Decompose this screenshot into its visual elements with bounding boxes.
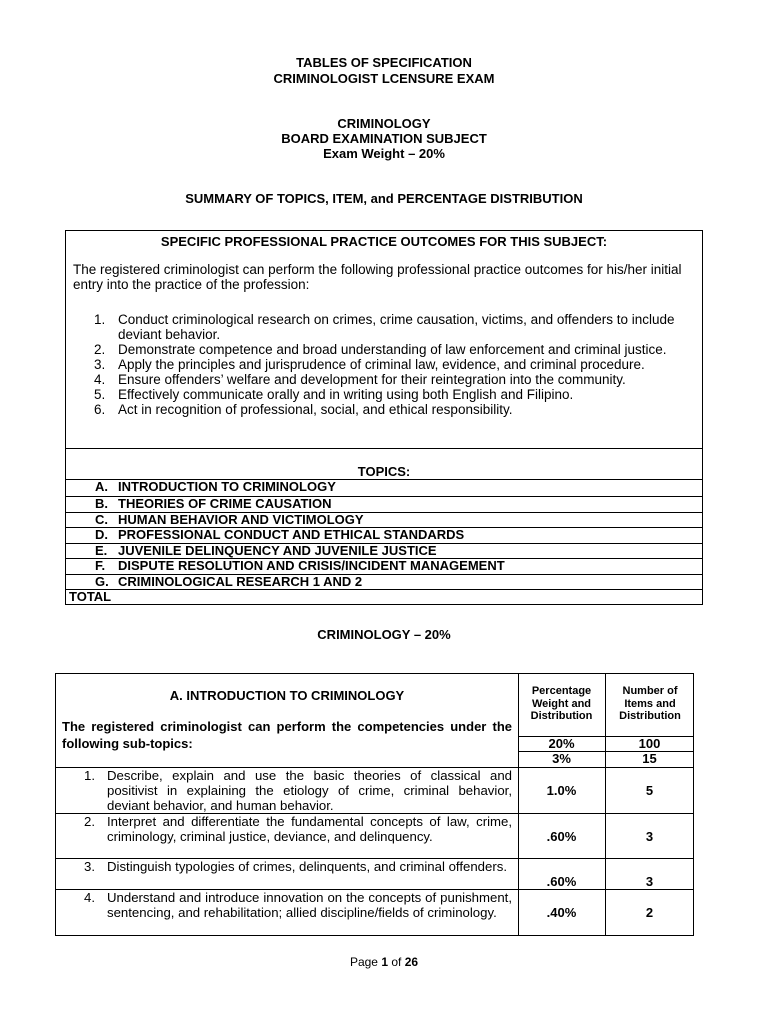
- competency-topic-title: A. INTRODUCTION TO CRIMINOLOGY: [169, 688, 405, 703]
- page-footer: [0, 955, 768, 969]
- competency-number: 2.: [84, 814, 95, 829]
- topic-letter: E.: [95, 543, 108, 558]
- outcome-text: Conduct criminological research on crimes, crime causation, victims, and offenders to include deviant behavior.: [118, 312, 675, 342]
- outcome-number: 5.: [94, 387, 106, 402]
- topic-pct: 3%: [552, 751, 571, 766]
- topic-title: CRIMINOLOGICAL RESEARCH 1 AND 2: [118, 574, 363, 589]
- competency-number: 4.: [84, 890, 95, 905]
- topic-letter: A.: [95, 479, 108, 494]
- exam-weight: Exam Weight – 20%: [323, 146, 445, 161]
- subject-pct: 20%: [548, 736, 575, 751]
- subject-type: BOARD EXAMINATION SUBJECT: [281, 131, 487, 146]
- outcome-number: 3.: [94, 357, 106, 372]
- topic-title: PROFESSIONAL CONDUCT AND ETHICAL STANDARDS: [118, 527, 465, 542]
- outcomes-title: SPECIFIC PROFESSIONAL PRACTICE OUTCOMES FOR THIS SUBJECT:: [160, 234, 608, 249]
- outcome-item: [66, 402, 696, 417]
- topic-title: INTRODUCTION TO CRIMINOLOGY: [118, 479, 336, 494]
- page-total: 26: [404, 955, 419, 969]
- page-number: 1: [381, 955, 388, 969]
- competency-intro: The registered criminologist can perform the competencies under the following sub-topics:: [62, 719, 512, 751]
- topic-title: HUMAN BEHAVIOR AND VICTIMOLOGY: [118, 512, 364, 527]
- competency-number: 3.: [84, 859, 95, 874]
- topics-heading: TOPICS:: [357, 464, 411, 479]
- summary-title: SUMMARY OF TOPICS, ITEM, and PERCENTAGE DISTRIBUTION: [185, 191, 583, 206]
- column-divider: [605, 674, 606, 935]
- outcome-text: Demonstrate competence and broad understanding of law enforcement and criminal justice.: [118, 342, 667, 357]
- total-label: TOTAL: [69, 589, 112, 604]
- outcome-item: [66, 387, 696, 402]
- subject-items: 100: [638, 736, 661, 751]
- competency-items: 3: [645, 874, 654, 889]
- outcome-item: [66, 357, 696, 372]
- outcome-number: 6.: [94, 402, 106, 417]
- row-divider: [66, 448, 702, 449]
- topic-letter: G.: [95, 574, 109, 589]
- competency-pct: .60%: [546, 829, 577, 844]
- outcome-text: Effectively communicate orally and in writing using both English and Filipino.: [118, 387, 574, 402]
- topic-letter: F.: [95, 558, 106, 573]
- outcome-number: 4.: [94, 372, 106, 387]
- competency-pct: .40%: [546, 905, 577, 920]
- outcome-text: Apply the principles and jurisprudence of criminal law, evidence, and criminal procedure.: [118, 357, 645, 372]
- topic-title: DISPUTE RESOLUTION AND CRISIS/INCIDENT MANAGEMENT: [118, 558, 505, 573]
- topic-title: THEORIES OF CRIME CAUSATION: [118, 496, 332, 511]
- competency-text: Distinguish typologies of crimes, delinquents, and criminal offenders.: [107, 859, 507, 874]
- column-divider: [518, 674, 519, 935]
- competency-pct: 1.0%: [546, 783, 577, 798]
- page-of: of: [391, 955, 402, 969]
- topic-letter: C.: [95, 512, 108, 527]
- competency-text: Understand and introduce innovation on the concepts of punishment, sentencing, and rehabilitation; allied discipline/fields of criminology.: [107, 890, 512, 920]
- competency-number: 1.: [84, 768, 95, 783]
- outcomes-intro: The registered criminologist can perform the following professional practice outcomes for his/her initial entry into the practice of the profession:: [73, 262, 682, 292]
- competency-items: 5: [645, 783, 654, 798]
- outcome-number: 1.: [94, 312, 106, 327]
- outcome-item: [66, 342, 696, 357]
- subject-name: CRIMINOLOGY: [337, 116, 431, 131]
- competency-items: 3: [645, 829, 654, 844]
- competency-pct: .60%: [546, 874, 577, 889]
- items-column-header: Number of Items and Distribution: [619, 685, 681, 722]
- exam-title: CRIMINOLOGIST LCENSURE EXAM: [273, 71, 495, 86]
- competency-text: Describe, explain and use the basic theories of classical and positivist in explaining the etiology of crime, criminal behavior, deviant behavior, and human behavior.: [107, 768, 512, 813]
- outcome-number: 2.: [94, 342, 106, 357]
- topic-title: JUVENILE DELINQUENCY AND JUVENILE JUSTICE: [118, 543, 437, 558]
- competency-text: Interpret and differentiate the fundamental concepts of law, crime, criminology, criminal justice, deviance, and delinquency.: [107, 814, 512, 844]
- topic-letter: D.: [95, 527, 108, 542]
- page-label: Page: [349, 955, 378, 969]
- doc-title: TABLES OF SPECIFICATION: [296, 55, 472, 70]
- outcome-item: [66, 372, 696, 387]
- outcomes-topics-box: [65, 230, 703, 605]
- competency-items: 2: [645, 905, 654, 920]
- pct-column-header: Percentage Weight and Distribution: [530, 685, 593, 722]
- topic-letter: B.: [95, 496, 108, 511]
- outcome-text: Act in recognition of professional, social, and ethical responsibility.: [118, 402, 513, 417]
- outcome-item: [66, 312, 696, 342]
- competency-table: [55, 673, 694, 936]
- row-divider: [66, 589, 702, 590]
- outcomes-list: [66, 312, 696, 417]
- outcome-text: Ensure offenders’ welfare and development for their reintegration into the community.: [118, 372, 626, 387]
- topic-items: 15: [642, 751, 657, 766]
- section-title: CRIMINOLOGY – 20%: [317, 627, 451, 642]
